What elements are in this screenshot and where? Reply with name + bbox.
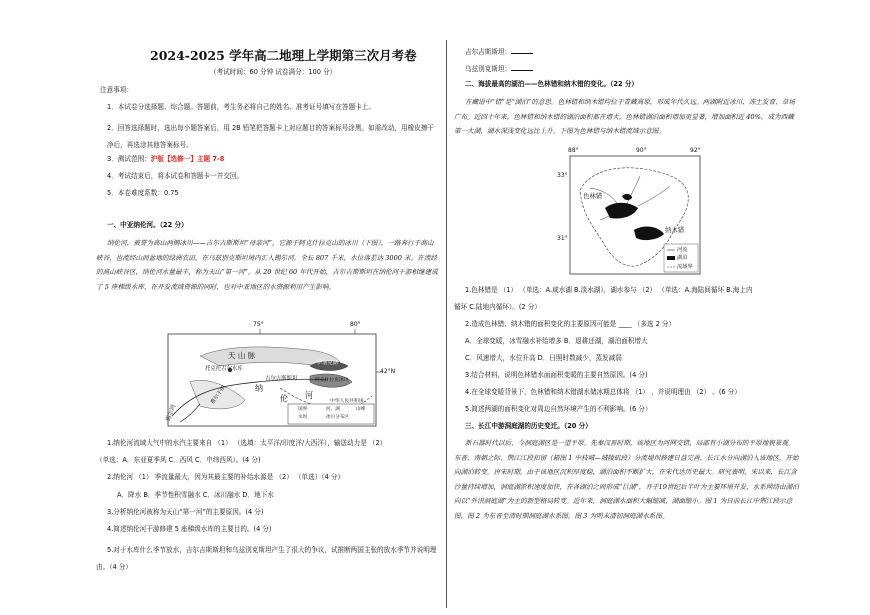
map1-glacier: 阿克什拉克冰川 bbox=[315, 378, 349, 383]
q3-passage: 新石器时代以后，今洞庭湖区是一望平原。先秦汉晋时期，该地区为河网交错、局部有小湖分布的平原地貌景观。东晋、南朝之际，荆江江段扣留（箱图 1 中枝城—城陵矶段）分流堤坝修建日益完善，长江水分向湖泊入该地区，开始向湖泊转变。唐宋时期，由于该地区沉积厚度稳，湖泊面积不断扩大，在宋代达历史最大。研究表明，宋以来，长江含沙量持续增加，洞庭湖淤积速度加快，在各湖泊之间形成“巨湖”，并于19世纪后半叶为主要环境开发，水系网络由湖泊向以“外汛洞庭湖”为主的新型格局转变。近年来，洞庭湖水面积大幅缩减，湖面缩小。图 1 为日前长江中荆江段示意图，图 2 为东晋至清时期洞庭湖水系图，图 3 为明末清初洞庭湖水系图。 bbox=[454, 439, 799, 520]
column-divider bbox=[446, 40, 447, 608]
note-4: 4．考试结束后，将本试卷和答题卡一并交回。 bbox=[107, 172, 244, 180]
q1-s2-options: A．降水 B．季节性积雪融水 C．冰川融水 D．地下水 bbox=[117, 491, 274, 499]
q1-s4: 4.简述纳伦河干游修建 5 座梯级水库的主要目的。(4 分) bbox=[107, 525, 272, 533]
map1-naryn-3: 河 bbox=[305, 391, 313, 400]
q2-s5: 5.简述两湖的面积变化对周边自然环境产生的不利影响。(6 分） bbox=[465, 405, 652, 413]
note-3 bbox=[107, 155, 224, 164]
map1-lat42: 42°N bbox=[380, 368, 396, 375]
map2-lon90: 90° bbox=[636, 147, 647, 154]
q1-s1: 1.纳伦河流域大气中的水汽主要来自 （1） （选填：太平洋/印度洋/大西洋），输送动力是 （2） bbox=[107, 439, 387, 447]
map1-legend-border: 国界 bbox=[298, 407, 308, 412]
map1-ferghana: 费尔干纳 bbox=[209, 384, 228, 406]
q1-s1-options: （单选：A．东亚夏季风 C．西风 C．中纬西风）。(4 分) bbox=[96, 456, 261, 464]
map1-issyk: 伊塞克湖 bbox=[317, 360, 338, 366]
note-5: 5．本卷难度系数：0.75 bbox=[107, 189, 179, 197]
map2-selin: 色林错 bbox=[583, 192, 603, 200]
page-subtitle: （考试时间：60 分钟 试卷满分：100 分） bbox=[210, 68, 337, 76]
map2-legend-river: 河流 bbox=[677, 247, 688, 253]
answer-uzbek bbox=[465, 63, 533, 74]
note-3-range: 沪版【选修一】主题 7-8 bbox=[150, 155, 225, 163]
map1-toktogul: 托克托古尔水库 bbox=[205, 366, 243, 372]
map1-naryn-1: 纳 bbox=[255, 384, 263, 393]
note-3-prefix: 3．测试范围： bbox=[107, 155, 151, 163]
page-title: 2024-2025 学年高二地理上学期第三次月考卷 bbox=[150, 48, 417, 63]
q2-s1-cont: 循环 C.陆地内循环）。(2 分） bbox=[454, 303, 541, 311]
map1-legend-dam: 水坝 bbox=[298, 415, 308, 420]
selin-namco-map bbox=[560, 150, 710, 278]
q2-s3: 3.结合材料，说明色林错水面面积变暖的主要自然原因。(4 分) bbox=[465, 371, 648, 379]
q3-heading: 三、长江中游洞庭湖的历史变迁。（20 分） bbox=[465, 422, 592, 430]
q2-s2-options-cd: C．风速增大，水位升高 D．日照时数减少，蒸发减弱 bbox=[465, 354, 622, 362]
q2-s1: 1.色林错是 （1） （单选：A.咸水湖 B.淡水湖），湖水参与 （2） （单选：A.海陆间循环 B.海上内 bbox=[465, 286, 753, 294]
answer-kyrgyz-label: 吉尔吉斯斯坦： bbox=[465, 48, 512, 56]
q1-s3: 3.分析纳伦河被称为天山“第一河”的主要原因。(4 分) bbox=[107, 508, 264, 516]
notes-heading: 注意事项： bbox=[100, 86, 133, 94]
answer-kyrgyz-blank[interactable] bbox=[511, 46, 533, 54]
map2-lat33: 33° bbox=[557, 172, 568, 179]
map1-legend-glacier: 冰川分布区 bbox=[326, 415, 349, 420]
q2-passage: 在藏语中“错”是“湖泊”的意思。色林错和纳木错均位于青藏高原，形成年代久远。两湖附近冰川、冻土发育，草场广布。近四十年来，色林错和纳木错的湖泊面积都在增大，色林错湖泊面积增加更显著，增加面积近 40%，成为西藏第一大湖，湖水深浅变化远比上升。下图为色林错与纳木错流域示意图。 bbox=[454, 98, 795, 135]
q1-s2: 2.纳伦河 （1） 季流量最大，因为其最主要的补给水源是 （2） （单选）（4 分） bbox=[107, 473, 345, 481]
answer-uzbek-label: 乌兹别克斯坦： bbox=[465, 65, 512, 73]
map1-syr: 锡尔河 bbox=[165, 403, 178, 423]
q1-s5: 5.对于水库什么季节放水，吉尔吉斯斯坦和乌兹别克斯坦产生了很大的争议，试推断两国主张的放水季节并说明理由。（4 分） bbox=[96, 546, 437, 571]
map1-legend-peak: 山峰 bbox=[356, 407, 366, 412]
q2-s2-options-ab: A．全球变暖，冰雪融水补给增多 B．退耕还湖，湖泊面积增大 bbox=[465, 337, 648, 345]
q1-heading: 一、中亚纳伦河。（22 分） bbox=[107, 221, 188, 229]
map2-lat31: 31° bbox=[557, 235, 568, 242]
note-1: 1．本试卷分选择题、综合题。答题前，考生务必将自己的姓名、准考证号填写在答题卡上。 bbox=[107, 103, 375, 111]
q1-passage: 纳伦河，被誉为高山两侧冰川——吉尔吉斯斯坦“母亲河”，它源于阿克什拉克山的冰川（下图），一路奔行于高山峡谷，也流经山间盆地的绿洲农田，在乌兹别克斯坦境内汇入锡尔河。全长 807 千米，水位落差达 3000 米。在流经的高山峡谷区，纳伦河水量最丰，称为天山“第一河”。从 20 世纪 60 年代开始，吉尔吉斯斯坦在纳伦河干游相继建成了 5 座梯级水库，在开发流域资源的同时，也对中亚地区的水资源利用产生影响。 bbox=[96, 239, 438, 291]
q2-heading: 二、海拔最高的湖泊——色林错和纳木错的变化。（22 分） bbox=[465, 80, 639, 88]
map2-lon92: 92° bbox=[690, 147, 701, 154]
map1-naryn-2: 伦 bbox=[280, 394, 288, 403]
q2-s2: 2.造成色林错、纳木错的面积变化的主要原因可能是 ____ （多选 2 分） bbox=[465, 320, 676, 328]
note-2: 2．回答选择题时，选出每小题答案后，用 2B 铅笔把答题卡上对应题目的答案标号涂黑。如需改动，用橡皮擦干净后，再选涂其他答案标号。 bbox=[107, 124, 435, 149]
map2-legend-basin: 流域界 bbox=[677, 264, 693, 270]
map2-namco: 纳木错 bbox=[665, 226, 685, 234]
map1-lon75: 75° bbox=[253, 321, 264, 328]
map1-kyrgyz: 吉尔吉斯斯坦 bbox=[265, 376, 298, 382]
answer-uzbek-blank[interactable] bbox=[511, 63, 533, 71]
map1-tianshan: 天 山 脉 bbox=[228, 351, 256, 360]
answer-kyrgyz bbox=[465, 46, 533, 57]
map1-lon80: 80° bbox=[350, 321, 361, 328]
map2-lon88: 88° bbox=[568, 147, 579, 154]
map2-legend-lake: 湖泊 bbox=[677, 255, 688, 261]
q2-s4: 4.在全球变暖背景下，色林错和纳木错湖水储冰期总体将 （1） ，并说明理由 （2） 。(6 分） bbox=[465, 388, 741, 396]
map1-china: 中华人民共和国 bbox=[330, 399, 364, 404]
map1-legend-river: 河、湖 bbox=[326, 407, 340, 412]
